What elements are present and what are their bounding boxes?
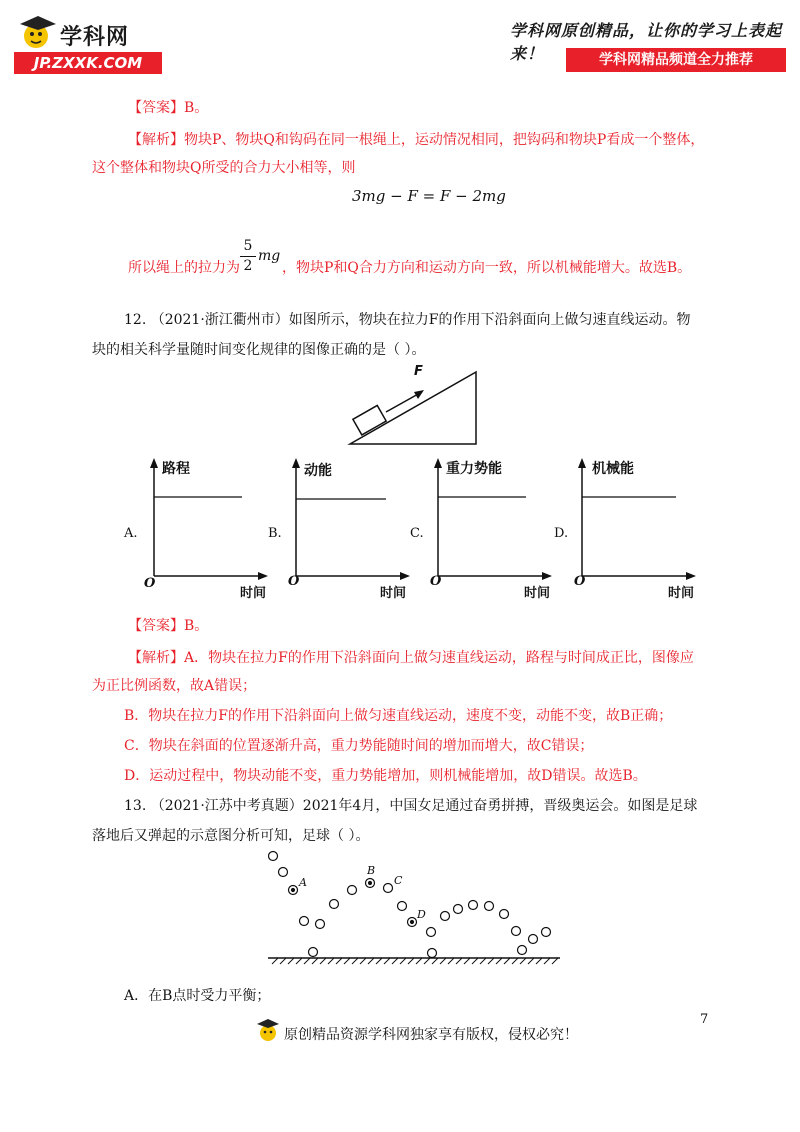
force-arrowhead	[414, 390, 424, 399]
option-b-label: B.	[268, 526, 282, 541]
q12-answer: 【答案】B。	[128, 618, 209, 634]
q12-analysis-line4: C．物块在斜面的位置逐渐升高，重力势能随时间的增加而增大，故C错误；	[124, 738, 594, 754]
graph-b-origin: O	[288, 574, 300, 589]
q11-conclusion-pre: 所以绳上的拉力为	[128, 260, 240, 276]
incline-triangle	[350, 372, 476, 444]
q12-stem-line2: 块的相关科学量随时间变化规律的图像正确的是（ ）。	[92, 342, 426, 358]
point-label-c: C	[394, 874, 403, 887]
ground-hatch	[272, 958, 558, 964]
q12-analysis-line1: 【解析】A．物块在拉力F的作用下沿斜面向上做匀速直线运动，路程与时间成正比，图像应	[128, 650, 694, 666]
channel-banner: 学科网精品频道全力推荐	[566, 48, 786, 72]
force-arrow	[386, 393, 420, 412]
fraction-unit: mg	[258, 248, 281, 264]
graph-d-ylabel: 机械能	[592, 461, 634, 477]
slogan: 学科网原创精品，让你的学习上表起来！	[510, 21, 783, 63]
force-label: F	[414, 364, 423, 379]
graph-a-ylabel: 路程	[162, 461, 190, 477]
graph-d	[572, 456, 698, 582]
q12-analysis-line5: D．运动过程中，物块动能不变，重力势能增加，则机械能增加，故D错误。故选B。	[124, 768, 647, 784]
option-a-label: A.	[124, 526, 138, 541]
logo-url: JP.ZXXK.COM	[14, 52, 162, 74]
block	[353, 405, 386, 435]
fraction-bar	[240, 256, 256, 257]
graph-d-xlabel: 时间	[668, 586, 695, 601]
graph-b-ylabel: 动能	[304, 463, 332, 479]
graph-b-xlabel: 时间	[380, 586, 407, 601]
graph-a-origin: O	[144, 576, 156, 591]
q12-analysis-line2: 为正比例函数，故A错误；	[92, 678, 257, 694]
option-d-label: D.	[554, 526, 569, 541]
graph-c-xlabel: 时间	[524, 586, 551, 601]
fraction-denominator: 2	[243, 258, 253, 274]
logo-text: 学科网	[60, 25, 130, 50]
point-label-b: B	[367, 864, 376, 877]
fraction-numerator: 5	[243, 238, 253, 254]
q11-conclusion-post: ，物块P和Q合力方向和运动方向一致，所以机械能增大。故选B。	[282, 260, 692, 276]
graph-c-origin: O	[430, 574, 442, 589]
q13-option-a: A．在B点时受力平衡；	[124, 988, 271, 1004]
graph-c-ylabel: 重力势能	[446, 461, 502, 477]
page-number: 7	[700, 1012, 709, 1027]
footer-copyright: 原创精品资源学科网独家享有版权，侵权必究！	[284, 1027, 578, 1043]
q11-equation: 3mg − F = F − 2mg	[352, 187, 506, 205]
q13-stem-line2: 落地后又弹起的示意图分析可知，足球（ ）。	[92, 828, 370, 844]
option-c-label: C.	[410, 526, 424, 541]
point-label-d: D	[417, 908, 426, 921]
graph-a-xlabel: 时间	[240, 586, 267, 601]
q11-analysis-line1: 【解析】物块P、物块Q和钩码在同一根绳上，运动情况相同，把钩码和物块P看成一个整体，	[128, 132, 705, 148]
q13-stem-line1: 13. （2021·江苏中考真题）2021年4月，中国女足通过奋勇拼搏，晋级奥运会。如图是足球	[124, 798, 698, 814]
ball-trajectory	[269, 852, 551, 958]
graph-d-origin: O	[574, 574, 586, 589]
footer-mascot-icon	[256, 1016, 280, 1046]
point-label-a: A	[299, 876, 307, 889]
q12-analysis-line3: B．物块在拉力F的作用下沿斜面向上做匀速直线运动，速度不变，动能不变，故B正确；	[124, 708, 673, 724]
q11-analysis-line2: 这个整体和物块Q所受的合力大小相等，则	[92, 160, 356, 176]
q11-answer: 【答案】B。	[128, 100, 209, 116]
q12-stem-line1: 12. （2021·浙江衢州市）如图所示，物块在拉力F的作用下沿斜面向上做匀速直线运动。物	[124, 312, 691, 328]
ball-bounce-figure	[268, 842, 564, 968]
